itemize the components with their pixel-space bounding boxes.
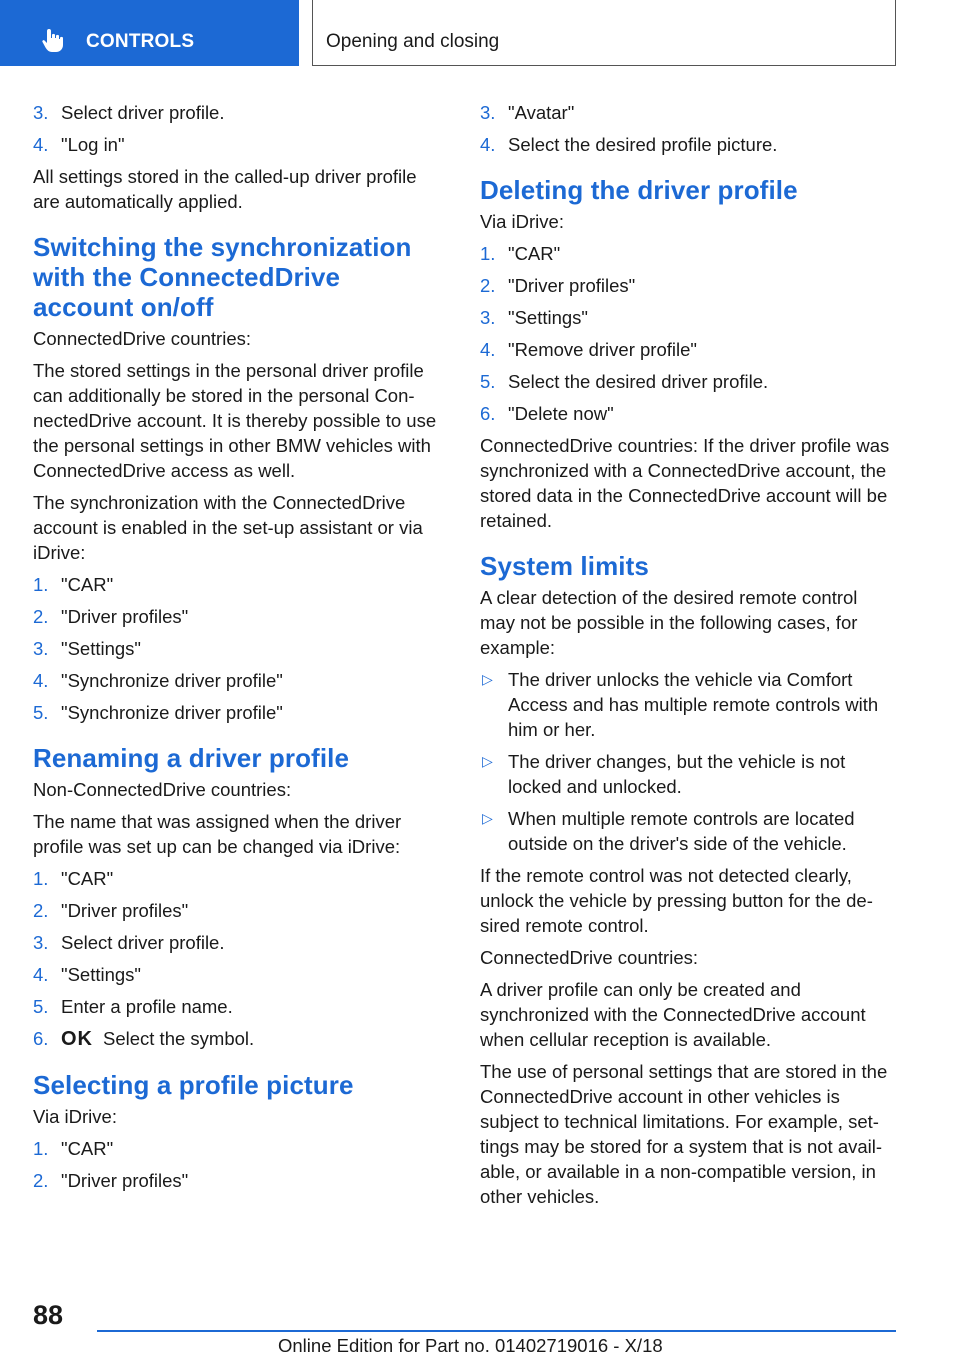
list-item: 3. "Settings"	[480, 307, 588, 328]
footer-divider	[97, 1330, 896, 1332]
paragraph: ConnectedDrive countries:	[480, 947, 698, 968]
list-item: 1. "CAR"	[33, 574, 114, 595]
heading-synchronization: Switching the synchronization with the ConnectedDrive account on/off	[33, 232, 412, 322]
section-title: Opening and closing	[326, 31, 500, 52]
paragraph: If the remote control was not detected clearly, unlock the vehicle by pressing button for the desired remote control.	[480, 865, 873, 936]
paragraph: The synchronization with the ConnectedDrive account is enabled in the set-up assistant or via iDrive:	[33, 492, 423, 563]
hand-touch-icon	[40, 27, 66, 53]
list-item: 5. Enter a profile name.	[33, 996, 233, 1017]
list-item: 3. "Settings"	[33, 638, 141, 659]
heading-profile-picture: Selecting a profile picture	[33, 1070, 354, 1100]
list-item: 2. "Driver profiles"	[33, 900, 189, 921]
left-column	[33, 100, 445, 1200]
footer-edition: Online Edition for Part no. 01402719016 - X/18	[278, 1335, 663, 1356]
list-item: 2. "Driver profiles"	[33, 1170, 189, 1191]
page-number: 88	[33, 1300, 64, 1330]
triangle-bullet-icon: ▷	[482, 671, 493, 687]
paragraph: A clear detection of the desired remote control may not be possible in the following cases, for example:	[480, 587, 858, 658]
paragraph: Via iDrive:	[33, 1106, 117, 1127]
heading-delete-profile: Deleting the driver profile	[480, 175, 798, 205]
chapter-tab	[0, 0, 299, 66]
list-item: 3. Select driver profile.	[33, 932, 225, 953]
list-item: 3. "Avatar"	[480, 102, 575, 123]
list-item: 5. "Synchronize driver profile"	[33, 702, 283, 723]
paragraph: The use of personal settings that are stored in the ConnectedDrive account in other vehicles is subject to technical limitations. For example, settings may be stored for a system that is not available, or available in a non-compatible version, in other vehicles.	[480, 1061, 888, 1207]
section-header	[312, 0, 896, 66]
paragraph: The stored settings in the personal driver profile can additionally be stored in the personal ConnectedDrive account. It is thereby possible to use the personal settings in other BMW vehicles with ConnectedDrive access as well.	[33, 360, 437, 481]
paragraph: The name that was assigned when the driver profile was set up can be changed via iDrive:	[33, 811, 402, 857]
list-item: 4. "Synchronize driver profile"	[33, 670, 283, 691]
paragraph: ConnectedDrive countries: If the driver profile was synchronized with a ConnectedDrive account, the stored data in the ConnectedDrive account will be retained.	[480, 435, 890, 531]
list-item: 1. "CAR"	[33, 868, 114, 889]
triangle-bullet-icon: ▷	[482, 810, 493, 826]
bullet-item: ▷ The driver changes, but the vehicle is not locked and unlocked.	[482, 751, 846, 797]
heading-system-limits: System limits	[480, 551, 649, 581]
chapter-label: CONTROLS	[86, 31, 195, 52]
paragraph: Via iDrive:	[480, 211, 564, 232]
list-item: 6. OK Select the symbol.	[33, 1028, 255, 1050]
list-item: 1. "CAR"	[33, 1138, 114, 1159]
triangle-bullet-icon: ▷	[482, 753, 493, 769]
list-item: 4. "Remove driver profile"	[480, 339, 697, 360]
list-item: 5. Select the desired driver profile.	[480, 371, 769, 392]
list-item: 1. "CAR"	[480, 243, 561, 264]
heading-rename: Renaming a driver profile	[33, 743, 350, 773]
list-item: 3. Select driver profile.	[33, 102, 225, 123]
paragraph: ConnectedDrive countries:	[33, 328, 251, 349]
paragraph: A driver profile can only be created and synchronized with the ConnectedDrive account when cellular reception is available.	[480, 979, 866, 1050]
list-item: 4. "Settings"	[33, 964, 141, 985]
paragraph: All settings stored in the called-up driver profile are automatically applied.	[33, 166, 417, 212]
list-item: 4. Select the desired profile picture.	[480, 134, 778, 155]
paragraph: Non-ConnectedDrive countries:	[33, 779, 292, 800]
list-item: 6. "Delete now"	[480, 403, 614, 424]
bullet-item: ▷ When multiple remote controls are located outside on the driver's side of the vehicle.	[482, 808, 855, 854]
list-item: 4. "Log in"	[33, 134, 125, 155]
list-item: 2. "Driver profiles"	[33, 606, 189, 627]
ok-icon: OK	[61, 1028, 93, 1050]
bullet-item: ▷ The driver unlocks the vehicle via Comfort Access and has multiple remote controls with him or her.	[482, 669, 879, 740]
list-item: 2. "Driver profiles"	[480, 275, 636, 296]
right-column	[480, 100, 896, 1216]
